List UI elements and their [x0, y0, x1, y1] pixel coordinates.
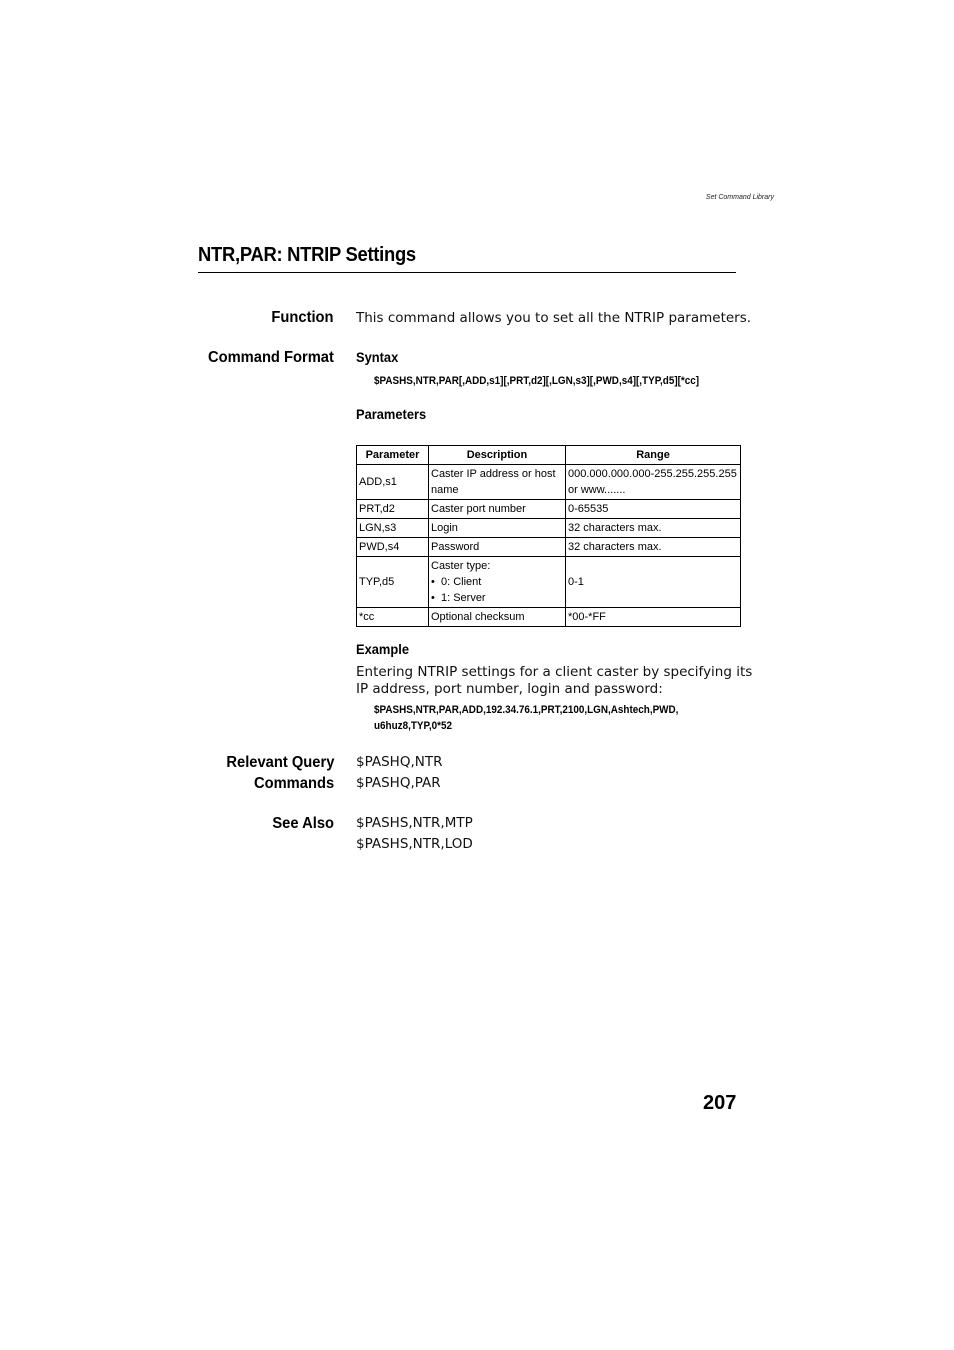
table-cell: PWD,s4 [357, 538, 429, 557]
table-cell: Caster port number [429, 500, 566, 519]
relevant-query-label: Commands [253, 775, 334, 792]
example-heading: Example [356, 641, 409, 657]
parameters-heading: Parameters [356, 406, 427, 422]
table-cell: PRT,d2 [357, 500, 429, 519]
table-row [357, 465, 741, 500]
example-code-line: u6huz8,TYP,0*52 [374, 720, 452, 732]
table-cell: *00-*FF [566, 608, 741, 627]
running-head: Set Command Library [705, 194, 774, 201]
page-title: NTR,PAR: NTRIP Settings [198, 244, 416, 266]
table-cell: ADD,s1 [357, 465, 429, 500]
table-cell: *cc [357, 608, 429, 627]
table-cell: 0-65535 [566, 500, 741, 519]
example-text-line: IP address, port number, login and password: [356, 681, 663, 697]
function-text: This command allows you to set all the NTRIP parameters. [356, 310, 752, 326]
syntax-code: $PASHS,NTR,PAR[,ADD,s1][,PRT,d2][,LGN,s3][,PWD,s4][,TYP,d5][*cc] [374, 375, 700, 387]
query-command: $PASHQ,NTR [356, 754, 443, 770]
command-format-label: Command Format [208, 349, 334, 366]
table-row [357, 538, 741, 557]
see-also-command: $PASHS,NTR,LOD [356, 836, 473, 852]
table-header: Range [566, 446, 741, 465]
table-cell: LGN,s3 [357, 519, 429, 538]
table-row [357, 500, 741, 519]
query-command: $PASHQ,PAR [356, 775, 441, 791]
table-cell [429, 557, 566, 608]
table-cell: 0-1 [566, 557, 741, 608]
example-code-line: $PASHS,NTR,PAR,ADD,192.34.76.1,PRT,2100,LGN,Ashtech,PWD, [374, 704, 679, 716]
table-cell: 32 characters max. [566, 538, 741, 557]
table-row [357, 519, 741, 538]
parameters-table [356, 445, 741, 627]
list-item: • 0: Client [431, 574, 563, 590]
table-cell: Login [429, 519, 566, 538]
table-cell: TYP,d5 [357, 557, 429, 608]
table-header-row [357, 446, 741, 465]
caster-type-title: Caster type: [431, 560, 491, 572]
page-number: 207 [703, 1092, 737, 1114]
example-text-line: Entering NTRIP settings for a client caster by specifying its [356, 664, 753, 680]
table-header: Description [429, 446, 566, 465]
see-also-label: See Also [272, 815, 334, 832]
see-also-command: $PASHS,NTR,MTP [356, 815, 473, 831]
function-label: Function [271, 309, 334, 326]
table-cell: Caster IP address or host name [429, 465, 566, 500]
table-cell: 000.000.000.000-255.255.255.255 or www....... [566, 465, 741, 500]
list-item: • 1: Server [431, 590, 563, 606]
table-cell: 32 characters max. [566, 519, 741, 538]
title-rule [198, 272, 736, 273]
relevant-query-label: Relevant Query [226, 754, 334, 771]
table-header: Parameter [357, 446, 429, 465]
table-cell: Optional checksum [429, 608, 566, 627]
table-row [357, 608, 741, 627]
table-cell: Password [429, 538, 566, 557]
syntax-heading: Syntax [356, 349, 399, 365]
table-row [357, 557, 741, 608]
